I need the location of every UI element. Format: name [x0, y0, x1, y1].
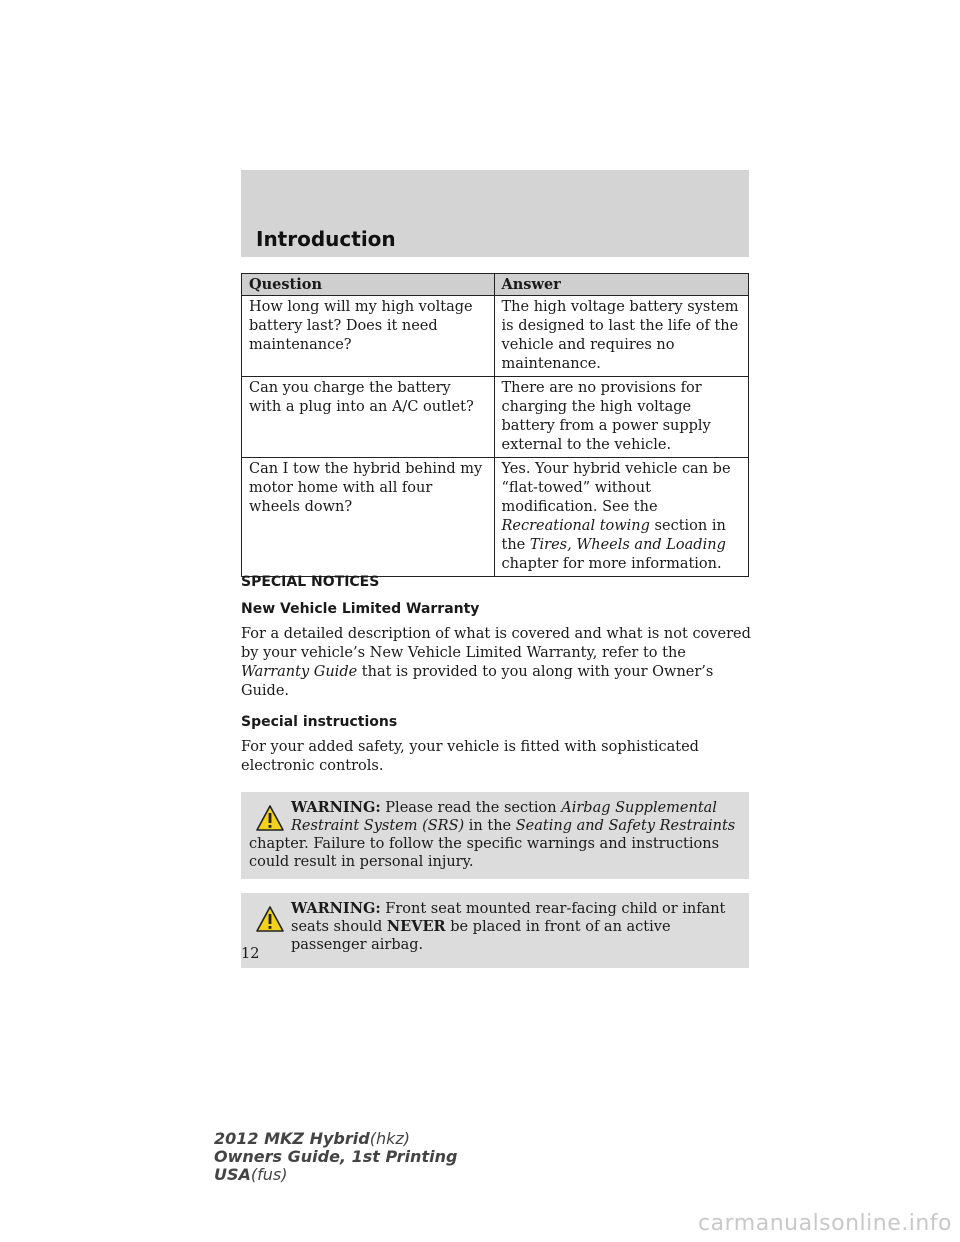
- column-header-question: Question: [242, 274, 495, 296]
- warning-text-part: be placed in front of an active passenger airbag.: [291, 919, 671, 953]
- paragraph-text: For a detailed description of what is covered and what is not covered by your vehicle’s New Vehicle Limited Warranty, refer to the: [241, 626, 751, 661]
- column-header-answer: Answer: [494, 274, 749, 296]
- watermark-link[interactable]: carmanualsonline.info: [698, 1211, 952, 1236]
- special-notices-section: [241, 573, 751, 982]
- answer-text: chapter for more information.: [501, 556, 722, 572]
- table-header-row: [242, 274, 749, 296]
- answer-cell: [494, 458, 749, 577]
- question-cell: Can I tow the hybrid behind my motor home with all four wheels down?: [242, 458, 495, 577]
- cross-reference: Airbag Supplemental Restraint System (SRS): [291, 800, 717, 834]
- footer-code: (hkz): [369, 1129, 410, 1148]
- question-cell: Can you charge the battery with a plug into an A/C outlet?: [242, 377, 495, 458]
- cross-reference: Seating and Safety Restraints: [515, 818, 736, 834]
- footer-line: Owners Guide, 1st Printing: [214, 1147, 458, 1166]
- chapter-header-band: [241, 170, 749, 257]
- warning-text-part: Please read the section: [380, 800, 562, 816]
- paragraph-text: that is provided to you along with your Owner’s Guide.: [241, 664, 714, 699]
- cross-reference: Recreational towing: [501, 518, 650, 534]
- warning-text-continued: chapter. Failure to follow the specific warnings and instructions could result in personal injury.: [249, 836, 720, 870]
- warning-triangle-icon: [255, 804, 285, 832]
- section-heading: SPECIAL NOTICES: [241, 574, 380, 590]
- footer-line: [214, 1130, 457, 1148]
- cross-reference: Tires, Wheels and Loading: [529, 537, 726, 553]
- special-instructions-heading: Special instructions: [241, 714, 398, 730]
- warning-triangle-icon: [255, 905, 285, 933]
- emphasis-text: NEVER: [386, 918, 446, 935]
- cross-reference: Warranty Guide: [241, 664, 358, 680]
- print-footer: [214, 1130, 457, 1184]
- footer-line: [214, 1166, 457, 1184]
- page-number: 12: [241, 946, 260, 962]
- qa-table: [241, 273, 749, 577]
- chapter-title: Introduction: [256, 227, 396, 251]
- warning-box: [241, 792, 749, 879]
- warning-label: WARNING:: [291, 900, 381, 917]
- special-instructions-paragraph: For your added safety, your vehicle is fitted with sophisticated electronic controls.: [241, 739, 699, 774]
- footer-code: (fus): [250, 1165, 288, 1184]
- table-row: [242, 296, 749, 377]
- warning-text-part: in the: [464, 818, 516, 834]
- answer-cell: The high voltage battery system is designed to last the life of the vehicle and requires no maintenance.: [494, 296, 749, 377]
- warning-box: [241, 893, 749, 968]
- question-cell: How long will my high voltage battery last? Does it need maintenance?: [242, 296, 495, 377]
- table-row: [242, 377, 749, 458]
- answer-cell: There are no provisions for charging the high voltage battery from a power supply external to the vehicle.: [494, 377, 749, 458]
- footer-market: USA: [214, 1165, 251, 1184]
- answer-text: section in the: [501, 518, 726, 553]
- table-row: [242, 458, 749, 577]
- warranty-paragraph: [241, 625, 751, 701]
- footer-model: 2012 MKZ Hybrid: [214, 1129, 370, 1148]
- warning-text-part: Front seat mounted rear-facing child or infant seats should: [291, 901, 726, 935]
- warning-text: [249, 900, 741, 960]
- warning-label: WARNING:: [291, 799, 381, 816]
- warning-text: [249, 799, 741, 835]
- warranty-heading: New Vehicle Limited Warranty: [241, 601, 480, 617]
- answer-text: Yes. Your hybrid vehicle can be “flat-towed” without modification. See the: [501, 461, 731, 515]
